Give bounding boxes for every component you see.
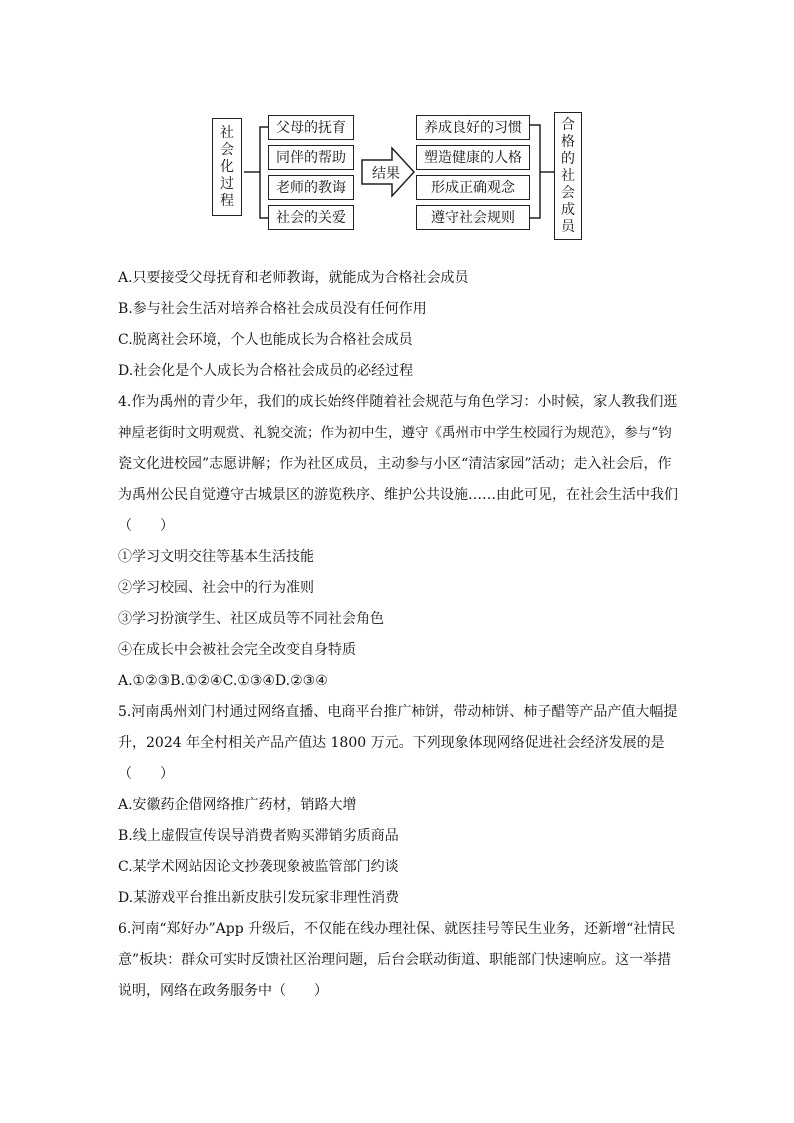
- q6-stem-line: 意”板块：群众可实时反馈社区治理问题，后台会联动街道、职能部门快速响应。这一举措: [118, 952, 672, 968]
- influence-box: 父母的抚育: [268, 115, 354, 140]
- q4-stem-line: 神垕老街时文明观赏、礼貌交流；作为初中生，遵守《禹州市中学生校园行为规范》，参与“钧: [118, 425, 672, 441]
- q4-stem-line: 为禹州公民自觉遵守古城景区的游览秩序、维护公共设施……由此可见，在社会生活中我们: [118, 487, 678, 503]
- influence-box: 老师的教诲: [268, 175, 354, 200]
- q5-stem-line: 5.河南禹州刘门村通过网络直播、电商平台推广柿饼，带动柿饼、柿子醋等产品产值大幅提: [118, 704, 678, 720]
- influence-box: 社会的关爱: [268, 205, 354, 230]
- q5-option-a: A.安徽药企借网络推广药材，销路大增: [118, 797, 357, 813]
- q5-option-d: D.某游戏平台推出新皮肤引发玩家非理性消费: [118, 890, 400, 906]
- q4-stem-line: 4.作为禹州的青少年，我们的成长始终伴随着社会规范与角色学习：小时候，家人教我们逛: [118, 394, 678, 410]
- result-box: 养成良好的习惯: [416, 115, 530, 140]
- q4-item: ④在成长中会被社会完全改变自身特质: [118, 642, 356, 658]
- diagram-connectors: [0, 0, 794, 260]
- q3-option-a: A.只要接受父母抚育和老师教诲，就能成为合格社会成员: [118, 270, 469, 286]
- q4-item: ①学习文明交往等基本生活技能: [118, 549, 314, 565]
- q6-stem-line: 说明，网络在政务服务中（ ）: [118, 983, 328, 999]
- qualified-member-box: 合 格 的 社 会 成 员: [554, 112, 582, 240]
- q3-option-d: D.社会化是个人成长为合格社会成员的必经过程: [118, 363, 414, 379]
- q3-option-c: C.脱离社会环境，个人也能成长为合格社会成员: [118, 332, 413, 348]
- socialization-process-box: 社 会 化 过 程: [212, 118, 242, 216]
- result-box: 形成正确观念: [416, 175, 530, 200]
- q4-answer-blank: （ ）: [118, 518, 174, 534]
- q3-option-b: B.参与社会生活对培养合格社会成员没有任何作用: [118, 301, 427, 317]
- q5-option-c: C.某学术网站因论文抄袭现象被监管部门约谈: [118, 859, 399, 875]
- socialization-diagram: [0, 0, 794, 260]
- q4-choices: A.①②③B.①②④C.①③④D.②③④: [118, 673, 328, 689]
- q4-item: ③学习扮演学生、社区成员等不同社会角色: [118, 611, 384, 627]
- q5-stem-line: 升，2024 年全村相关产品产值达 1800 万元。下列现象体现网络促进社会经济发展的是: [118, 735, 665, 751]
- result-box: 遵守社会规则: [416, 205, 530, 230]
- q4-stem-line: 瓷文化进校园”志愿讲解；作为社区成员，主动参与小区“清洁家园”活动；走入社会后，作: [118, 456, 672, 472]
- result-box: 塑造健康的人格: [416, 145, 530, 170]
- q5-option-b: B.线上虚假宣传误导消费者购买滞销劣质商品: [118, 828, 399, 844]
- q6-stem-line: 6.河南“郑好办”App 升级后，不仅能在线办理社保、就医挂号等民生业务，还新增“社情民: [118, 921, 676, 937]
- arrow-label: 结果: [372, 166, 400, 182]
- q4-item: ②学习校园、社会中的行为准则: [118, 580, 314, 596]
- q5-answer-blank: （ ）: [118, 766, 174, 782]
- influence-box: 同伴的帮助: [268, 145, 354, 170]
